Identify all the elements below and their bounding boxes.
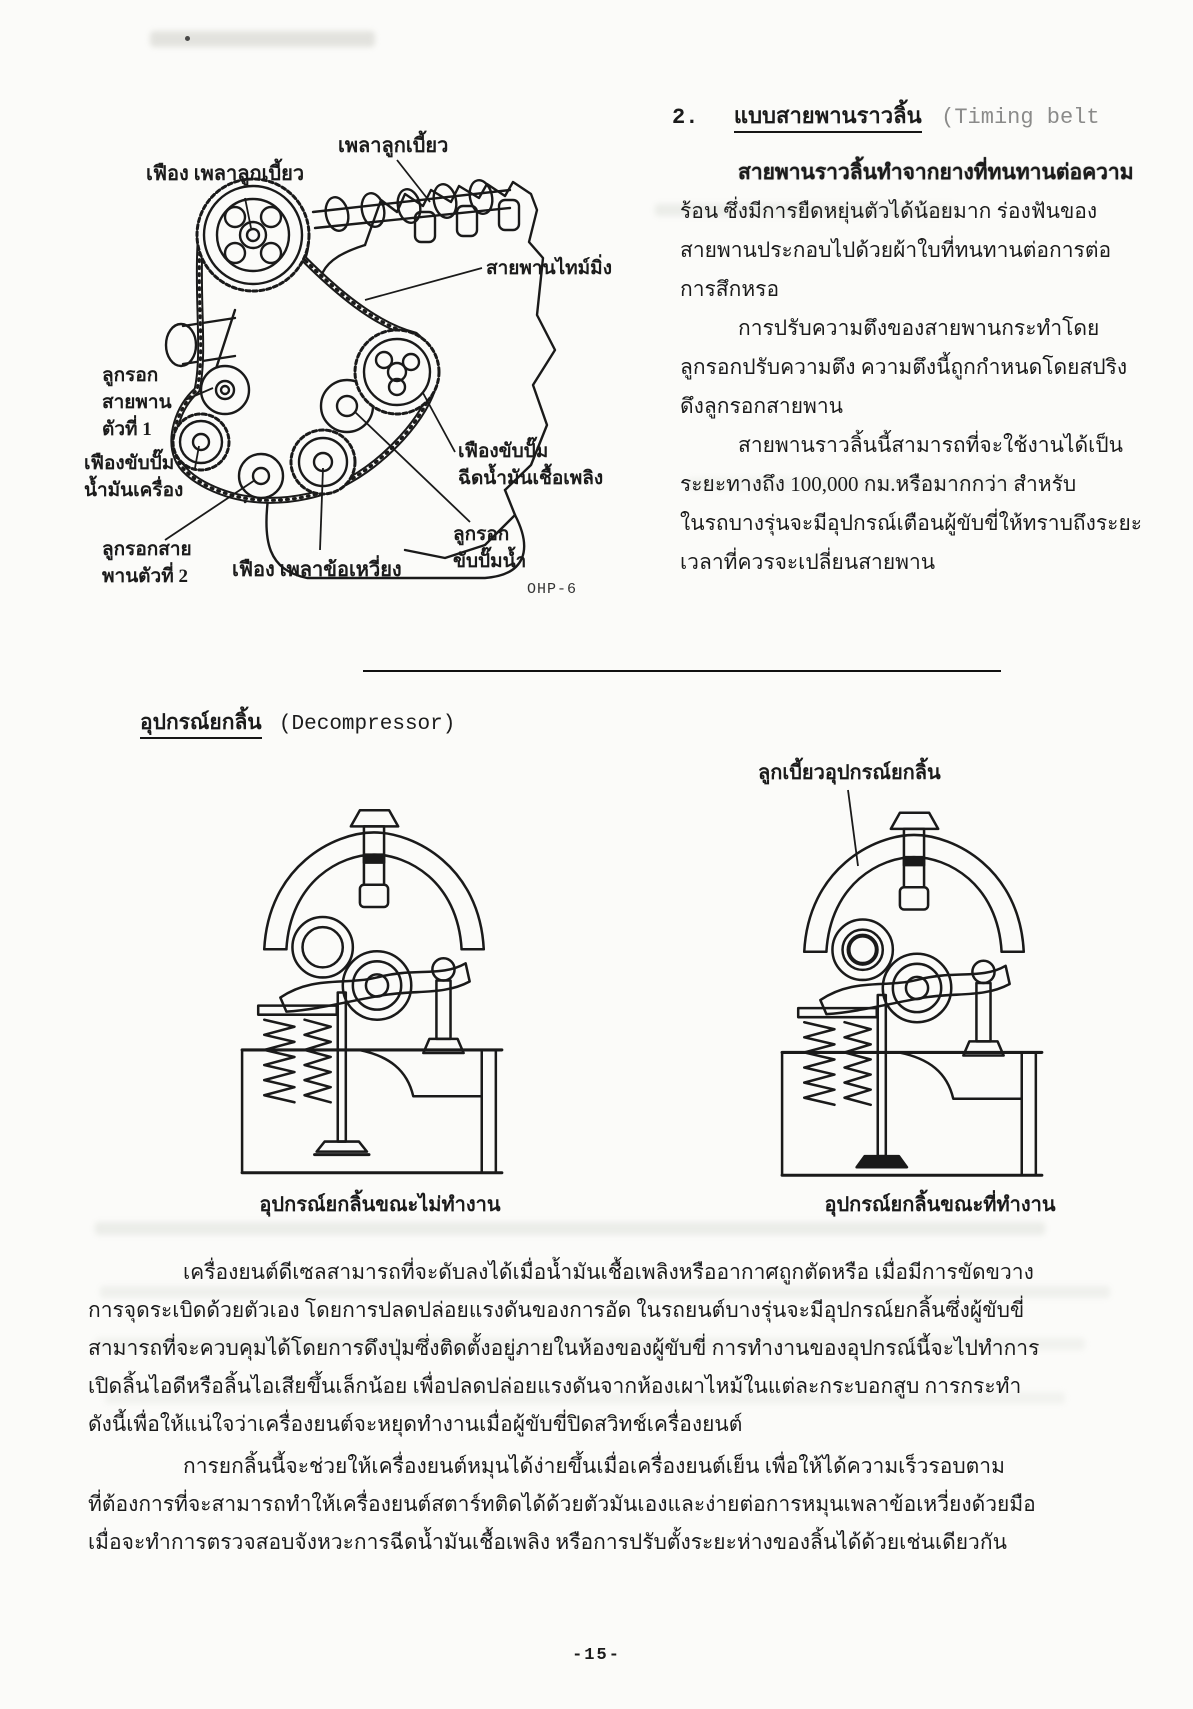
scan-speck xyxy=(185,36,190,41)
body-text-line: เปิดลิ้นไอดีหรือลิ้นไอเสียขึ้นเล็กน้อย เพื่อปลดปล่อยแรงดันจากห้องเผาไหม้ในแต่ละกระบอกสูบ การกระทำ xyxy=(88,1374,1022,1398)
section-number: 2. xyxy=(672,105,699,130)
label-line: ลูกรอก xyxy=(453,524,510,545)
body-text-line: การยกลิ้นนี้จะช่วยให้เครื่องยนต์หมุนได้ง่ายขึ้นเมื่อเครื่องยนต์เย็น เพื่อให้ได้ความเร็วรอบตาม xyxy=(183,1454,1005,1478)
timing-text-line: สายพานราวลิ้นทำจากยางที่ทนทานต่อความ xyxy=(738,160,1134,184)
label-line: เฟืองขับปั๊ม xyxy=(84,453,175,474)
timing-text-line: สายพานประกอบไปด้วยผ้าใบที่ทนทานต่อการต่อ xyxy=(680,238,1112,262)
timing-text-line: ร้อน ซึ่งมีการยืดหยุ่นตัวได้น้อยมาก ร่องฟันของ xyxy=(680,199,1098,223)
valve-diagram-active xyxy=(768,795,1060,1185)
label-line: สายพาน xyxy=(102,392,172,413)
section-divider xyxy=(363,670,1001,672)
label-water-pump-pulley xyxy=(453,521,526,575)
label-oil-pump-gear xyxy=(84,450,183,504)
timing-text-line: การปรับความตึงของสายพานกระทำโดย xyxy=(738,316,1100,340)
body-text-line: ดังนี้เพื่อให้แน่ใจว่าเครื่องยนต์จะหยุดทำงานเมื่อผู้ขับขี่ปิดสวิทช์เครื่องยนต์ xyxy=(88,1412,743,1436)
timing-text-line: การสึกหรอ xyxy=(680,277,780,301)
label-line: พานตัวที่ 2 xyxy=(102,566,188,587)
timing-text-line: ระยะทางถึง 100,000 กม.หรือมากกว่า สำหรับ xyxy=(680,472,1077,496)
valve-diagram-inactive xyxy=(228,795,520,1180)
scan-smudge xyxy=(150,31,375,47)
timing-text-line: สายพานราวลิ้นนี้สามารถที่จะใช้งานได้เป็น xyxy=(738,433,1123,457)
label-injection-pump-gear xyxy=(458,438,603,492)
section-heading-decompressor xyxy=(140,706,455,739)
body-text-line: สามารถที่จะควบคุมได้โดยการดึงปุ่มซึ่งติดตั้งอยู่ภายในห้องของผู้ขับขี่ การทำงานของอุปกรณ์นี้จะไปทำการ xyxy=(88,1336,1040,1360)
label-line: ลูกรอก xyxy=(102,365,159,386)
label-decompressor-cam: ลูกเบี้ยวอุปกรณ์ยกลิ้น xyxy=(758,762,941,784)
caption-decompressor-inactive: อุปกรณ์ยกลิ้นขณะไม่ทำงาน xyxy=(259,1194,501,1216)
label-line: ฉีดน้ำมันเชื้อเพลิง xyxy=(458,468,604,489)
caption-decompressor-active: อุปกรณ์ยกลิ้นขณะที่ทำงาน xyxy=(824,1194,1056,1216)
label-belt-pulley-1 xyxy=(102,362,172,443)
section-title-latin: (Timing belt xyxy=(941,105,1100,130)
body-text-line: การจุดระเบิดด้วยตัวเอง โดยการปลดปล่อยแรงดันของการอัด ในรถยนต์บางรุ่นจะมีอุปกรณ์ยกลิ้นซึ่งผู้ขับขี่ xyxy=(88,1298,1025,1322)
label-camshaft: เพลาลูกเบี้ยว xyxy=(338,135,449,157)
timing-text-line: เวลาที่ควรจะเปลี่ยนสายพาน xyxy=(680,550,936,574)
label-line: ขับปั๊มน้ำ xyxy=(453,551,527,572)
timing-text-line: ลูกรอกปรับความตึง ความตึงนี้ถูกกำหนดโดยสปริง xyxy=(680,355,1128,379)
scan-ghost xyxy=(95,1222,1045,1235)
label-line: น้ำมันเครื่อง xyxy=(84,480,184,501)
figure-ref-ohp6: OHP-6 xyxy=(527,581,578,598)
decompressor-title-latin: (Decompressor) xyxy=(278,713,456,736)
timing-text-line: ดึงลูกรอกสายพาน xyxy=(680,394,843,418)
label-belt-pulley-2 xyxy=(102,536,192,590)
section-title-thai: แบบสายพานราวลิ้น xyxy=(734,103,922,133)
label-line: ลูกรอกสาย xyxy=(102,539,192,560)
body-text-line: เมื่อจะทำการตรวจสอบจังหวะการฉีดน้ำมันเชื้อเพลิง หรือการปรับตั้งระยะห่างของลิ้นได้ด้วยเช่นเดียวกัน xyxy=(88,1530,1007,1554)
label-line: ตัวที่ 1 xyxy=(102,419,152,440)
body-text-line: ที่ต้องการที่จะสามารถทำให้เครื่องยนต์สตาร์ทติดได้ด้วยตัวมันเองและง่ายต่อการหมุนเพลาข้อเหวี่ยงด้วยมือ xyxy=(88,1492,1036,1516)
label-camshaft-gear: เฟือง เพลาลูกเบี้ยว xyxy=(146,163,305,185)
label-timing-belt: สายพานไทม์มิ่ง xyxy=(486,258,612,279)
timing-text-line: ในรถบางรุ่นจะมีอุปกรณ์เตือนผู้ขับขี่ให้ทราบถึงระยะ xyxy=(680,511,1143,535)
section-heading-timing-belt xyxy=(672,98,1100,133)
decompressor-title-thai: อุปกรณ์ยกลิ้น xyxy=(140,710,262,739)
label-crankshaft-gear: เฟือง เพลาข้อเหวี่ยง xyxy=(232,559,402,581)
page-number: -15- xyxy=(572,1646,621,1665)
label-line: เฟืองขับปั๊ม xyxy=(458,441,549,462)
body-text-line: เครื่องยนต์ดีเซลสามารถที่จะดับลงได้เมื่อน้ำมันเชื้อเพลิงหรืออากาศถูกตัดหรือ เมื่อมีการขัดขวาง xyxy=(183,1260,1034,1284)
